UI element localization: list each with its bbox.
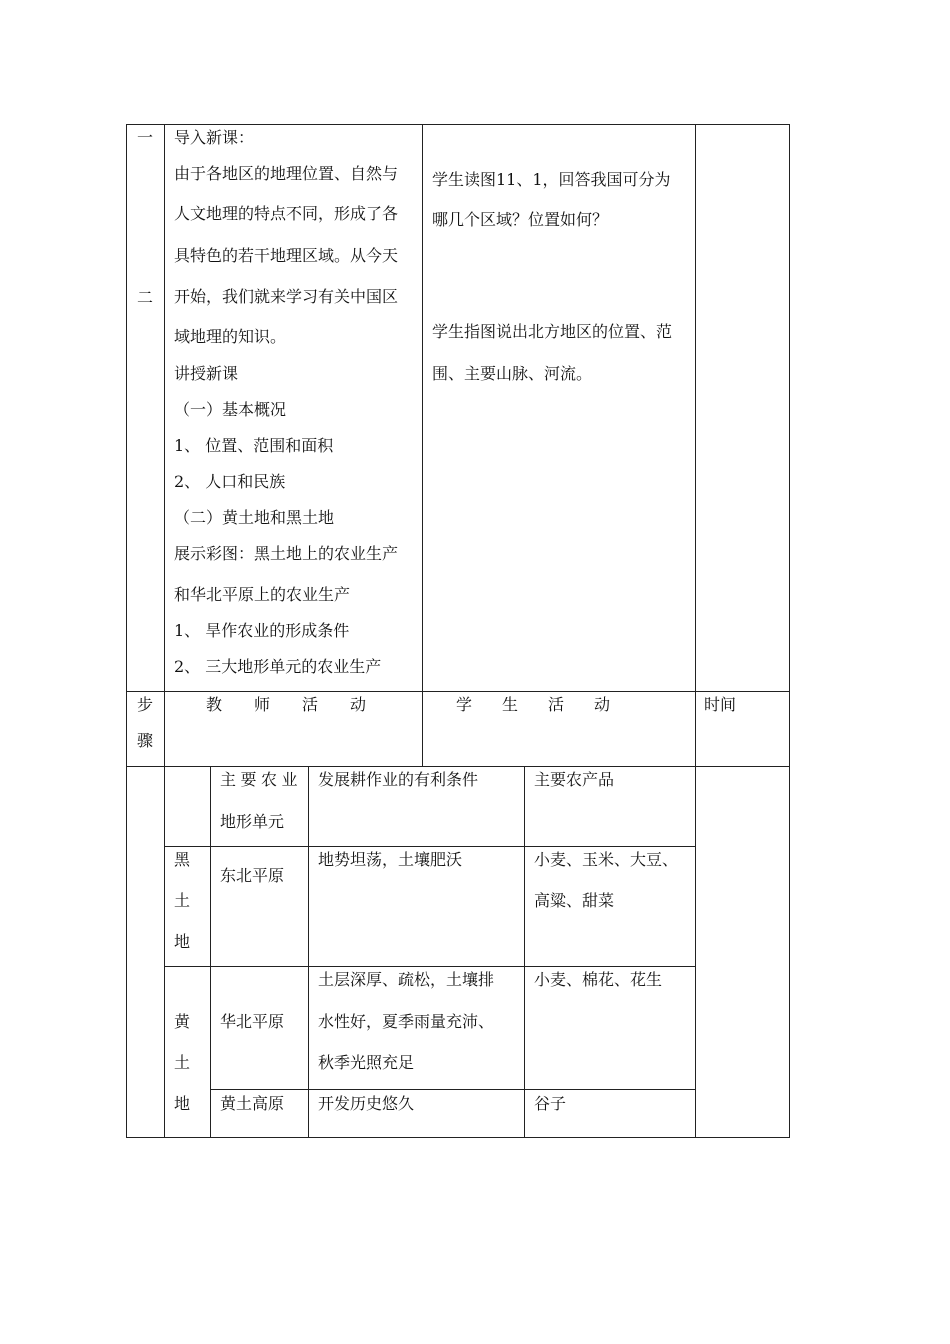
north-china-plain-conditions-line: 水性好，夏季雨量充沛、 bbox=[318, 1012, 495, 1031]
loess-label: 地 bbox=[174, 1094, 191, 1113]
teacher-line: 展示彩图：黑土地上的农业生产 bbox=[174, 544, 399, 563]
step-two: 二 bbox=[137, 288, 154, 307]
teacher-line: 导入新课： bbox=[174, 128, 255, 147]
header-student-activity: 学生活动 bbox=[456, 695, 641, 714]
black-soil-unit: 东北平原 bbox=[220, 866, 285, 885]
teacher-line: 2、 人口和民族 bbox=[174, 472, 286, 491]
teacher-line: 1、 位置、范围和面积 bbox=[174, 436, 334, 455]
black-soil-products-line: 小麦、玉米、大豆、 bbox=[534, 850, 679, 869]
student-line: 学生读图11、1，回答我国可分为 bbox=[432, 170, 671, 189]
teacher-line: 1、 旱作农业的形成条件 bbox=[174, 621, 350, 640]
black-soil-label: 地 bbox=[174, 932, 191, 951]
teacher-line: （一）基本概况 bbox=[174, 400, 287, 419]
student-line: 哪几个区域？位置如何？ bbox=[432, 210, 609, 229]
products-header: 主要农产品 bbox=[534, 770, 615, 789]
header-teacher-activity: 教师活动 bbox=[206, 695, 399, 714]
teacher-line: 2、 三大地形单元的农业生产 bbox=[174, 657, 382, 676]
header-time: 时间 bbox=[704, 695, 737, 714]
teacher-line: 具特色的若干地理区域。从今天 bbox=[174, 246, 399, 265]
teacher-line: 和华北平原上的农业生产 bbox=[174, 585, 351, 604]
loess-label: 黄 bbox=[174, 1012, 191, 1031]
loess-plateau-conditions: 开发历史悠久 bbox=[318, 1094, 415, 1113]
loess-plateau-unit: 黄土高原 bbox=[220, 1094, 285, 1113]
north-china-plain-products: 小麦、棉花、花生 bbox=[534, 970, 663, 989]
north-china-plain-conditions-line: 土层深厚、疏松，土壤排 bbox=[318, 970, 495, 989]
student-line: 围、主要山脉、河流。 bbox=[432, 364, 593, 383]
loess-label: 土 bbox=[174, 1053, 191, 1072]
student-line: 学生指图说出北方地区的位置、范 bbox=[432, 322, 673, 341]
unit-header-line: 地形单元 bbox=[220, 812, 285, 831]
conditions-header: 发展耕作业的有利条件 bbox=[318, 770, 479, 789]
teacher-line: 由于各地区的地理位置、自然与 bbox=[174, 164, 399, 183]
header-step-char: 步 bbox=[137, 695, 154, 714]
teacher-line: 讲授新课 bbox=[174, 364, 239, 383]
loess-plateau-products: 谷子 bbox=[534, 1094, 567, 1113]
teacher-line: 开始，我们就来学习有关中国区 bbox=[174, 287, 399, 306]
teacher-line: 人文地理的特点不同，形成了各 bbox=[174, 204, 399, 223]
black-soil-products-line: 高粱、甜菜 bbox=[534, 891, 615, 910]
north-china-plain-unit: 华北平原 bbox=[220, 1012, 285, 1031]
north-china-plain-conditions-line: 秋季光照充足 bbox=[318, 1053, 415, 1072]
teacher-line: 域地理的知识。 bbox=[174, 327, 287, 346]
step-one: 一 bbox=[137, 128, 154, 147]
unit-header-line: 主要农业 bbox=[220, 770, 303, 789]
teacher-line: （二）黄土地和黑土地 bbox=[174, 508, 335, 527]
black-soil-conditions: 地势坦荡，土壤肥沃 bbox=[318, 850, 463, 869]
black-soil-label: 黑 bbox=[174, 850, 191, 869]
header-step-char: 骤 bbox=[137, 731, 154, 750]
black-soil-label: 土 bbox=[174, 891, 191, 910]
